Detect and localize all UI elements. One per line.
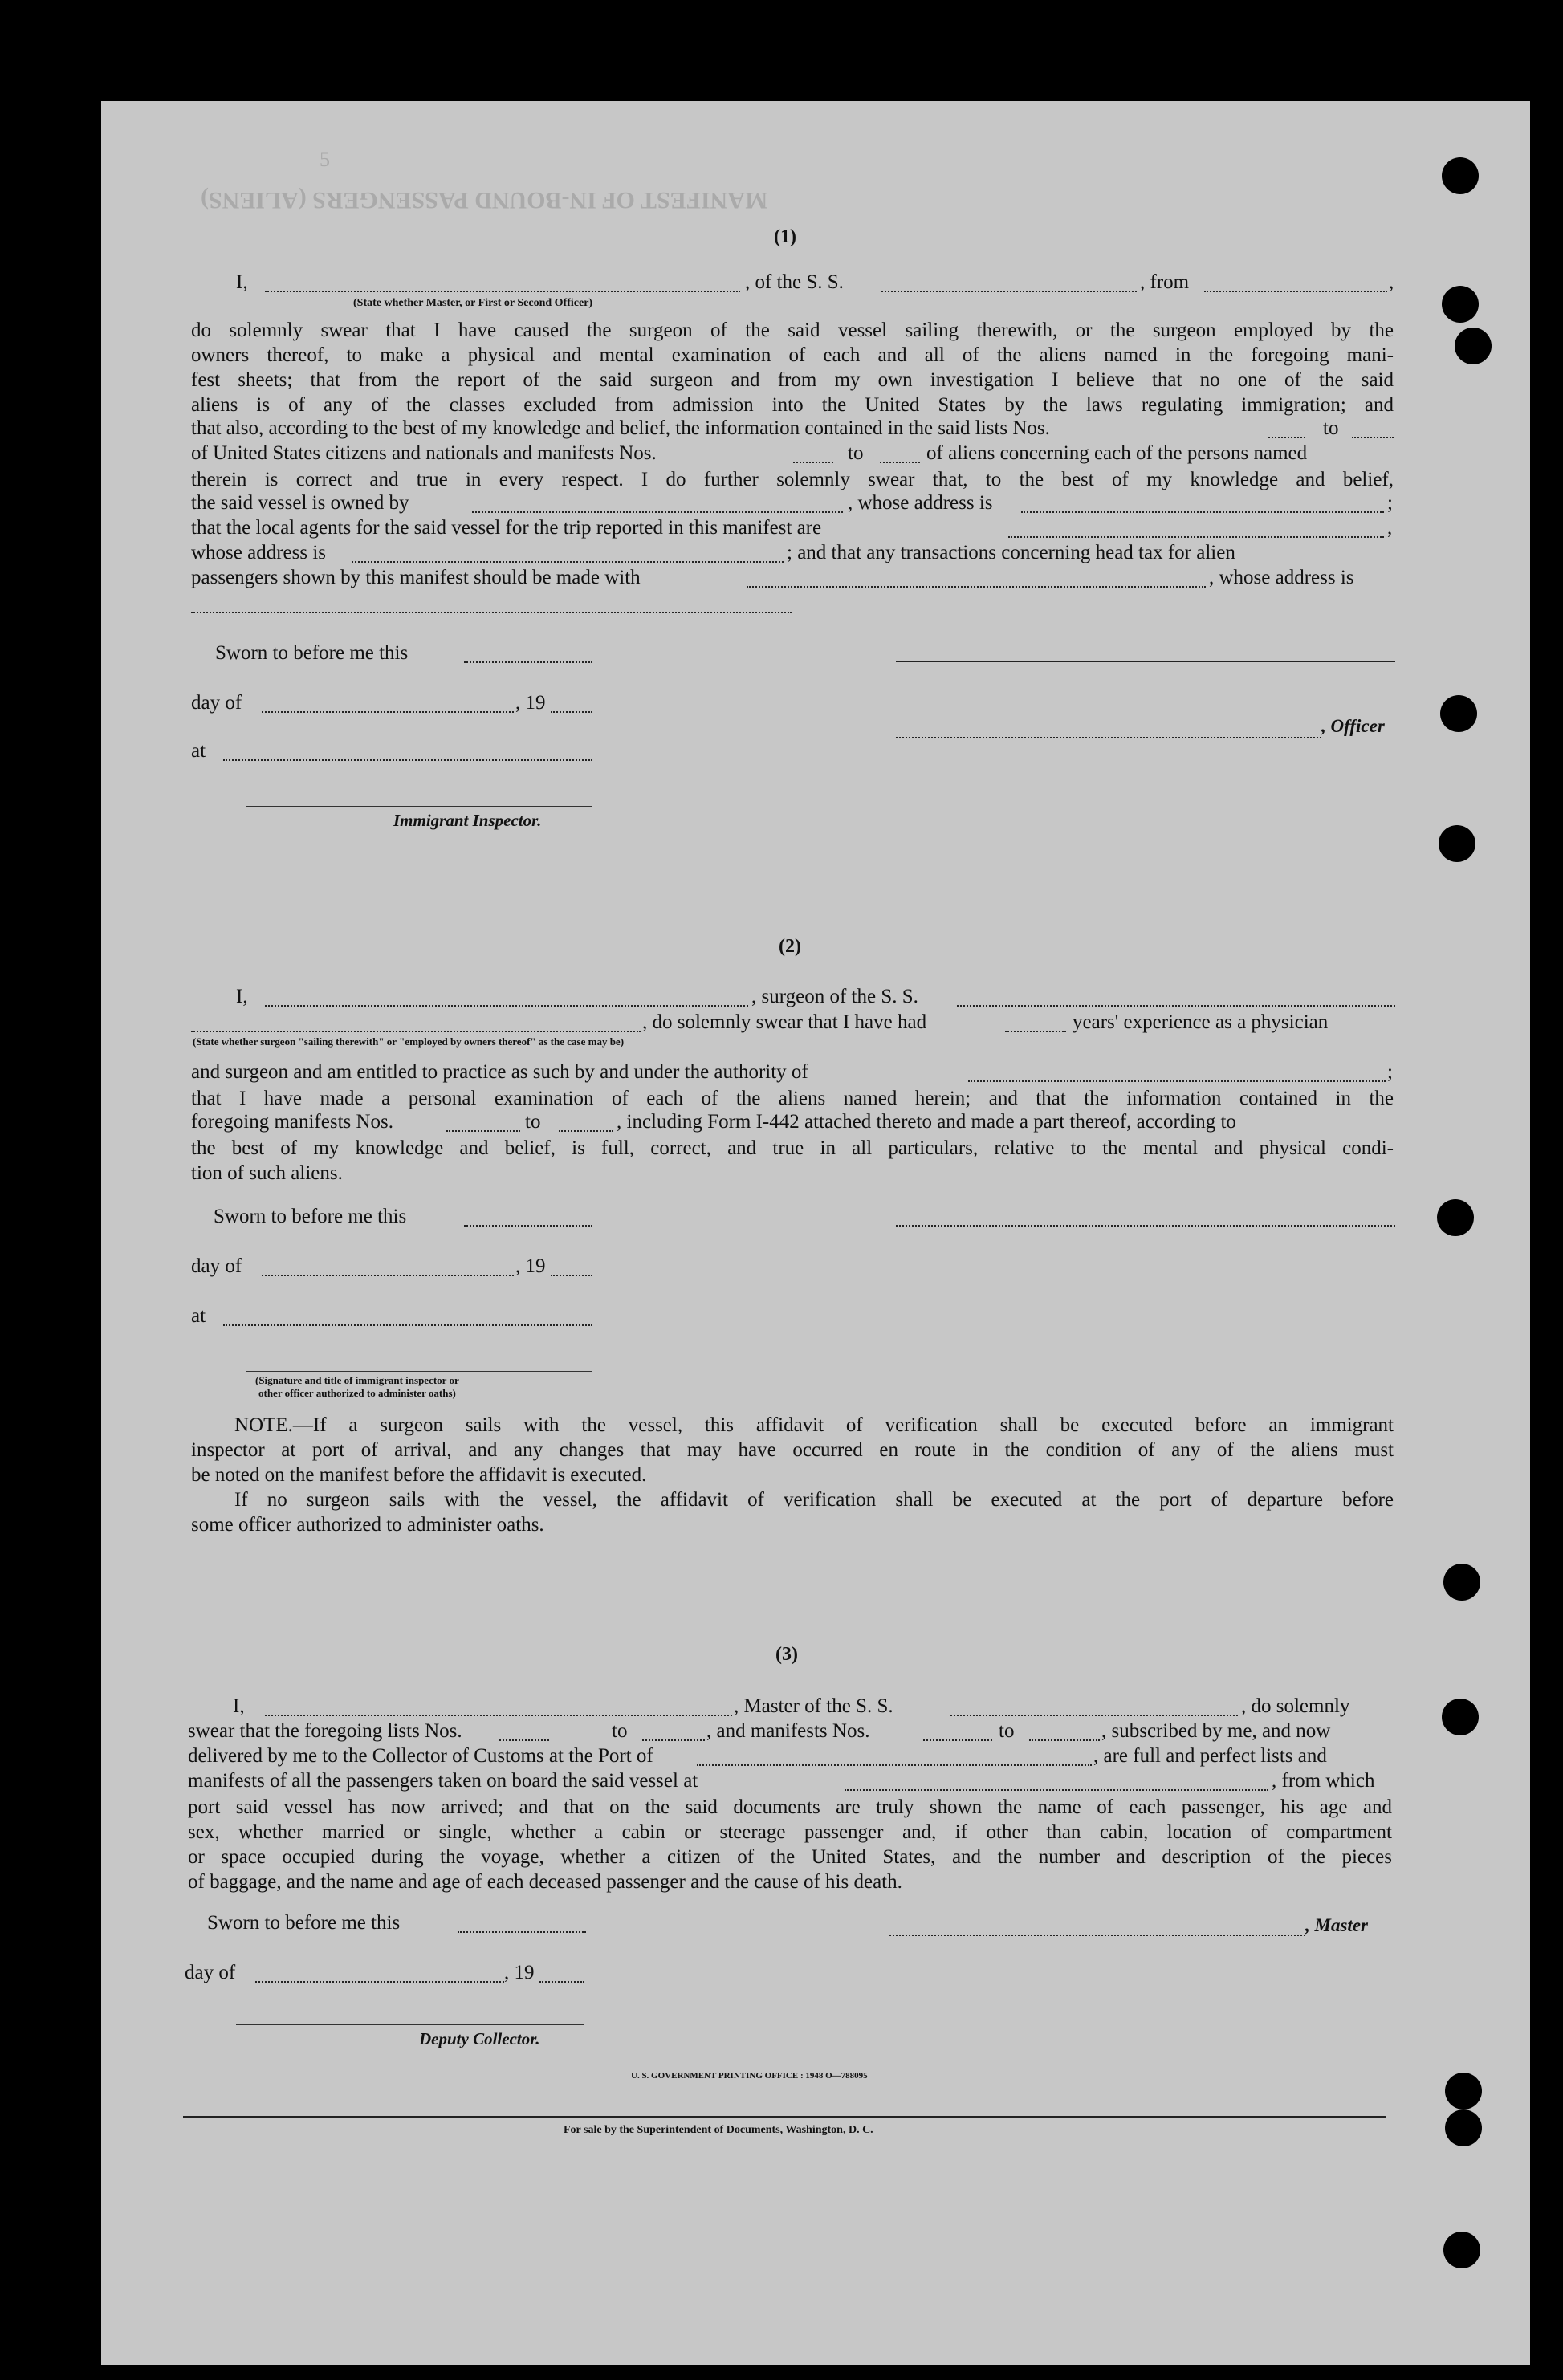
manifests-from-field[interactable]: [923, 1739, 992, 1741]
year-label: , 19: [504, 1962, 535, 1983]
manifests-from-field[interactable]: [446, 1130, 520, 1132]
authority-label: and surgeon and am entitled to practice as such by and under the authority of: [191, 1061, 808, 1083]
manifests-to-field[interactable]: [559, 1130, 613, 1132]
year-field[interactable]: [539, 1981, 584, 1983]
whose-address-label: , whose address is: [848, 492, 993, 514]
day-of-label: day of: [191, 692, 242, 714]
deputy-collector-signature-line[interactable]: [236, 2024, 584, 2025]
at-label: at: [191, 1305, 206, 1327]
sworn-date-field[interactable]: [458, 1931, 586, 1933]
whose-address-label: , whose address is: [1209, 567, 1354, 588]
lists-from-field[interactable]: [499, 1739, 549, 1741]
oath-3-line: port said vessel has now arrived; and that on the said documents are truly shown the name of each passenger, his age and: [188, 1796, 1392, 1818]
subscribed-label: , subscribed by me, and now: [1101, 1720, 1331, 1742]
officer-field[interactable]: [896, 737, 1321, 738]
note-surgeon: (State whether surgeon "sailing therewith" or "employed by owners thereof" as the case may be): [193, 1035, 625, 1048]
manifests-to-field[interactable]: [880, 462, 920, 463]
oath-2-line: that I have made a personal examination of each of the aliens named herein; and that the information contained in the: [191, 1088, 1394, 1109]
deputy-collector-label: Deputy Collector.: [419, 2029, 540, 2048]
master-name-field[interactable]: [265, 1715, 732, 1716]
manifests-label: of United States citizens and nationals and manifests Nos.: [191, 442, 657, 464]
officer-label: , Officer: [1321, 716, 1385, 736]
lists-label: that also, according to the best of my knowledge and belief, the information contained in the said lists Nos.: [191, 417, 1050, 439]
month-field[interactable]: [262, 1275, 514, 1276]
head-tax-address-field[interactable]: [191, 612, 792, 613]
to-label: to: [999, 1720, 1015, 1742]
signature-title-note: other officer authorized to administer oaths): [258, 1387, 456, 1399]
footer-rule: [183, 2116, 1386, 2118]
day-of-label: day of: [185, 1962, 236, 1983]
ship-name-field[interactable]: [950, 1715, 1238, 1716]
oath-3-line: or space occupied during the voyage, whether a citizen of the United States, and the number and description of the pieces: [188, 1846, 1392, 1868]
binder-hole: [1442, 157, 1479, 194]
semicolon: ;: [1387, 1061, 1393, 1083]
surgeon-of-ss-label: , surgeon of the S. S.: [751, 986, 918, 1007]
from-label: , from: [1140, 271, 1190, 293]
foregoing-manifests-label: foregoing manifests Nos.: [191, 1111, 394, 1133]
passengers-label: passengers shown by this manifest should be made with: [191, 567, 641, 588]
binder-hole: [1437, 1199, 1474, 1236]
sworn-date-field[interactable]: [464, 1225, 592, 1227]
agents-field[interactable]: [1008, 536, 1384, 538]
port-of-departure-field[interactable]: [845, 1789, 1268, 1791]
oath-1-line: do solemnly swear that I have caused the surgeon of the said vessel sailing therewith, or the surgeon employed by the: [191, 319, 1394, 341]
surgeon-name-field[interactable]: [265, 1005, 748, 1007]
form-page: [101, 101, 1530, 2365]
from-port-field[interactable]: [1204, 291, 1387, 292]
of-ss-label: , of the S. S.: [745, 271, 844, 293]
year-field[interactable]: [551, 1275, 592, 1276]
owned-by-label: the said vessel is owned by: [191, 492, 409, 514]
month-field[interactable]: [255, 1981, 504, 1983]
ship-name-field[interactable]: [881, 291, 1137, 292]
taken-aboard-label: manifests of all the passengers taken on board the said vessel at: [188, 1770, 698, 1792]
lists-to-field[interactable]: [1352, 437, 1394, 438]
master-name-field[interactable]: [265, 291, 740, 292]
lists-from-field[interactable]: [1268, 437, 1305, 438]
sworn-label: Sworn to before me this: [215, 642, 409, 664]
binder-hole: [1443, 2232, 1480, 2268]
oath-2-line: tion of such aliens.: [191, 1162, 343, 1184]
at-place-field[interactable]: [223, 1324, 592, 1326]
at-label: at: [191, 740, 206, 762]
to-label: to: [612, 1720, 628, 1742]
from-which-label: , from which: [1272, 1770, 1375, 1792]
year-field[interactable]: [551, 711, 592, 713]
surgeon-ship-field[interactable]: [957, 1005, 1395, 1007]
oath-1-line: fest sheets; that from the report of the said surgeon and from my own investigation I believe that no one of the said: [191, 369, 1394, 391]
note-line: be noted on the manifest before the affidavit is executed.: [191, 1464, 647, 1486]
year-label: , 19: [515, 692, 546, 714]
form-i442-label: , including Form I-442 attached thereto and made a part thereof, according to: [617, 1111, 1236, 1133]
sworn-label: Sworn to before me this: [214, 1206, 407, 1227]
full-perfect-label: , are full and perfect lists and: [1093, 1745, 1327, 1767]
oath-1-line: therein is correct and true in every respect. I do further solemnly swear that, to the best of my knowledge and belief,: [191, 469, 1394, 490]
experience-label: years' experience as a physician: [1073, 1011, 1329, 1033]
note-line: some officer authorized to administer oaths.: [191, 1514, 544, 1536]
binder-hole: [1443, 1564, 1480, 1601]
lists-to-field[interactable]: [642, 1739, 705, 1741]
whose-address-label: whose address is: [191, 542, 327, 563]
to-label: to: [848, 442, 864, 464]
agents-label: that the local agents for the said vessel for the trip reported in this manifest are: [191, 517, 822, 539]
signature-title-note: (Signature and title of immigrant inspector or: [255, 1374, 459, 1386]
signature-field[interactable]: [896, 661, 1395, 662]
manifests-nos-label: , and manifests Nos.: [706, 1720, 870, 1742]
note-line: NOTE.—If a surgeon sails with the vessel, this affidavit of verification shall be executed before an immigrant: [234, 1414, 1394, 1436]
oath-1-line: aliens is of any of the classes excluded from admission into the United States by the laws regulating immigration; and: [191, 394, 1394, 416]
section-3-number: (3): [775, 1644, 798, 1665]
to-label: to: [525, 1111, 541, 1133]
year-label: , 19: [515, 1255, 546, 1277]
semicolon: ;: [1387, 492, 1393, 514]
owner-address-field[interactable]: [1021, 511, 1384, 513]
oath-1-line: owners thereof, to make a physical and mental examination of each and all of the aliens named in the foregoing mani-: [191, 344, 1394, 366]
inspector-signature-line[interactable]: [246, 806, 592, 807]
note-line: If no surgeon sails with the vessel, the affidavit of verification shall be executed at the port of departure before: [234, 1489, 1394, 1511]
note-line: inspector at port of arrival, and any changes that may have occurred en route in the condition of any of the aliens must: [191, 1439, 1394, 1461]
month-field[interactable]: [262, 711, 514, 713]
note-master-officer: (State whether Master, or First or Second Officer): [353, 297, 593, 309]
oath-2-line: the best of my knowledge and belief, is full, correct, and true in all particulars, relative to the mental and physical condi-: [191, 1137, 1394, 1159]
faint-page-number: 5: [320, 148, 330, 171]
authority-field[interactable]: [968, 1080, 1386, 1082]
binder-hole: [1440, 695, 1477, 732]
section-1-number: (1): [774, 226, 796, 247]
immigrant-inspector-label: Immigrant Inspector.: [393, 811, 542, 830]
collector-label: delivered by me to the Collector of Customs at the Port of: [188, 1745, 653, 1767]
sworn-label: Sworn to before me this: [207, 1912, 401, 1934]
day-of-label: day of: [191, 1255, 242, 1277]
master-signature-field[interactable]: [889, 1935, 1305, 1936]
signature-field[interactable]: [896, 1225, 1395, 1227]
years-experience-field[interactable]: [1005, 1031, 1066, 1032]
solemnly-swear-label: , do solemnly swear that I have had: [642, 1011, 927, 1033]
for-sale-note: For sale by the Superintendent of Documents, Washington, D. C.: [564, 2124, 873, 2136]
manifests-from-field[interactable]: [793, 462, 833, 463]
binder-hole: [1455, 328, 1492, 364]
swear-lists-label: swear that the foregoing lists Nos.: [188, 1720, 462, 1742]
to-label: to: [1323, 417, 1339, 439]
head-tax-label: ; and that any transactions concerning head tax for alien: [787, 542, 1235, 563]
port-of-arrival-field[interactable]: [697, 1764, 1092, 1766]
gpo-imprint: U. S. GOVERNMENT PRINTING OFFICE : 1948 O—788095: [631, 2071, 868, 2081]
oath-1-i: I,: [236, 271, 248, 293]
binder-hole: [1445, 2109, 1482, 2146]
comma: ,: [1387, 517, 1393, 539]
sworn-date-field[interactable]: [464, 661, 592, 663]
do-solemnly-label: , do solemnly: [1241, 1695, 1350, 1717]
manifests-to-field[interactable]: [1029, 1739, 1100, 1741]
surgeon-role-field[interactable]: [191, 1031, 641, 1032]
at-place-field[interactable]: [223, 759, 592, 761]
oath-3-line: of baggage, and the name and age of each deceased passenger and the cause of his death.: [188, 1871, 902, 1893]
binder-hole: [1442, 1699, 1479, 1735]
head-tax-party-field[interactable]: [747, 586, 1206, 588]
section-2-number: (2): [779, 936, 801, 957]
agents-address-field[interactable]: [352, 561, 784, 563]
master-label: , Master: [1305, 1915, 1368, 1935]
binder-hole: [1442, 286, 1479, 323]
inspector-signature-line[interactable]: [246, 1371, 592, 1372]
comma: ,: [1389, 271, 1394, 293]
aliens-label: of aliens concerning each of the persons named: [926, 442, 1308, 464]
oath-3-i: I,: [233, 1695, 245, 1717]
owner-field[interactable]: [472, 511, 843, 513]
oath-2-i: I,: [236, 986, 248, 1007]
faint-stamp-header: MANIFEST OF IN-BOUND PASSENGERS (ALIENS): [201, 187, 768, 214]
master-of-ss-label: , Master of the S. S.: [734, 1695, 893, 1717]
oath-3-line: sex, whether married or single, whether a cabin or steerage passenger and, if other than cabin, location of compartment: [188, 1821, 1392, 1843]
binder-hole: [1445, 2073, 1482, 2109]
binder-hole: [1439, 825, 1475, 862]
